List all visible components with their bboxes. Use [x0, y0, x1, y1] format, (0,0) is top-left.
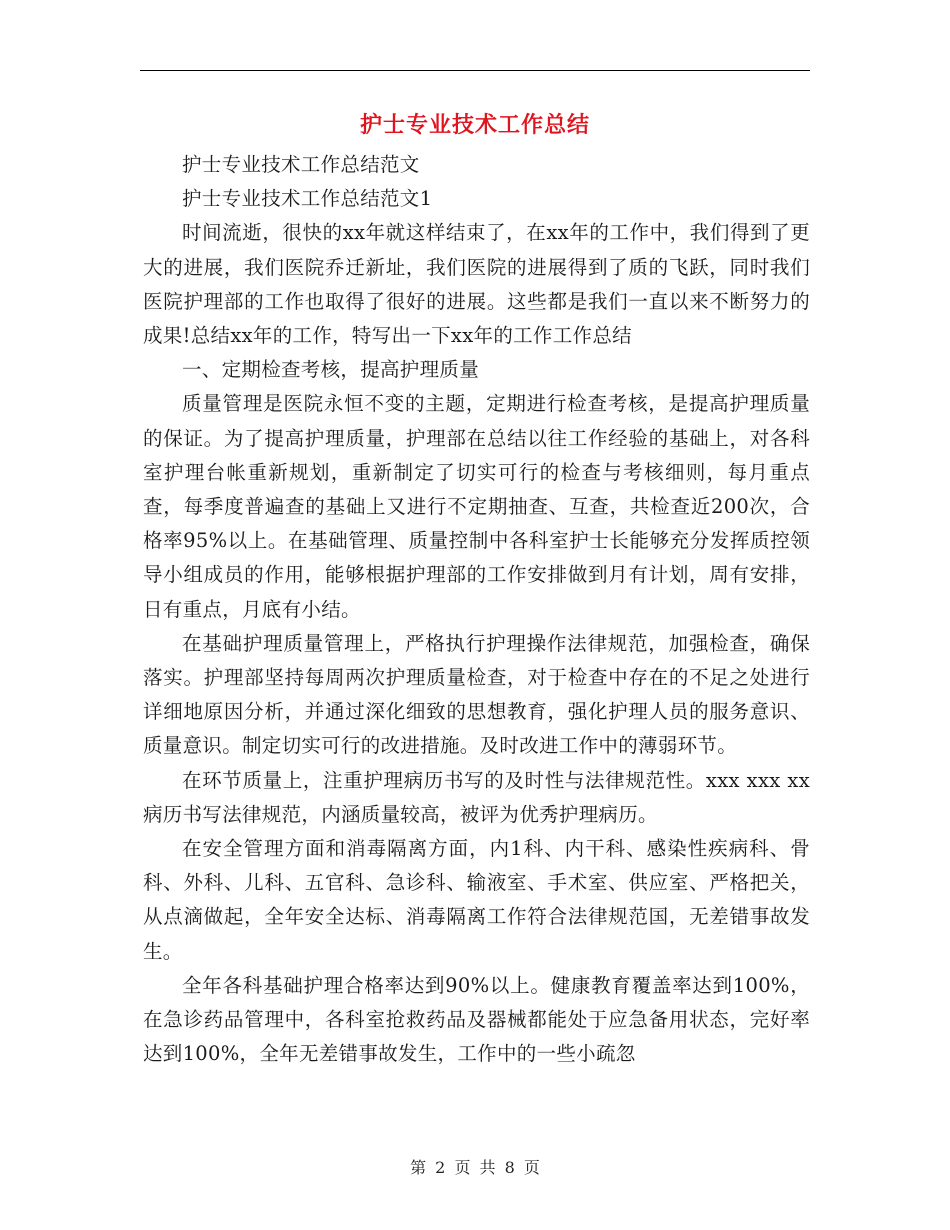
paragraph: 在基础护理质量管理上，严格执行护理操作法律规范，加强检查，确保落实。护理部坚持每周两次护理质量检查，对于检查中存在的不足之处进行详细地原因分析，并通过深化细致的思想教育，强化护理人员的服务意识、质量意识。制定切实可行的改进措施。及时改进工作中的薄弱环节。	[143, 631, 810, 758]
paragraph: 护士专业技术工作总结范文	[182, 153, 420, 176]
paragraph: 护士专业技术工作总结范文1	[182, 187, 433, 211]
paragraph: 全年各科基础护理合格率达到90%以上。健康教育覆盖率达到100%，在急诊药品管理中，各科室抢救药品及器械都能处于应急备用状态，完好率达到100%，全年无差错事故发生，工作中的一些小疏忽	[143, 973, 810, 1066]
paragraph: 在安全管理方面和消毒隔离方面，内1科、内干科、感染性疾病科、骨科、外科、儿科、五官科、急诊科、输液室、手术室、供应室、严格把关，从点滴做起，全年安全达标、消毒隔离工作符合法律规范国，无差错事故发生。	[143, 837, 810, 963]
paragraph: 在环节质量上，注重护理病历书写的及时性与法律规范性。xxx xxx xx 病历书写法律规范，内涵质量较高，被评为优秀护理病历。	[143, 768, 810, 826]
page-number-footer: 第 2 页 共 8 页	[410, 1158, 540, 1177]
paragraph: 时间流逝，很快的xx年就这样结束了，在xx年的工作中，我们得到了更大的进展，我们医院乔迁新址，我们医院的进展得到了质的飞跃，同时我们医院护理部的工作也取得了很好的进展。这些都是我们一直以来不断努力的成果!总结xx年的工作，特写出一下xx年的工作工作总结	[143, 221, 810, 348]
paragraph: 质量管理是医院永恒不变的主题，定期进行检查考核，是提高护理质量的保证。为了提高护理质量，护理部在总结以往工作经验的基础上，对各科室护理台帐重新规划，重新制定了切实可行的检查与考核细则，每月重点查，每季度普遍查的基础上又进行不定期抽查、互查，共检查近200次，合格率95%以上。在基础管理、质量控制中各科室护士长能够充分发挥质控领导小组成员的作用，能够根据护理部的工作安排做到月有计划，周有安排，日有重点，月底有小结。	[143, 392, 810, 621]
document-body	[143, 148, 810, 1071]
header-rule	[140, 70, 810, 71]
document-title: 护士专业技术工作总结	[359, 113, 590, 138]
section-heading: 一、定期检查考核，提高护理质量	[182, 358, 480, 382]
